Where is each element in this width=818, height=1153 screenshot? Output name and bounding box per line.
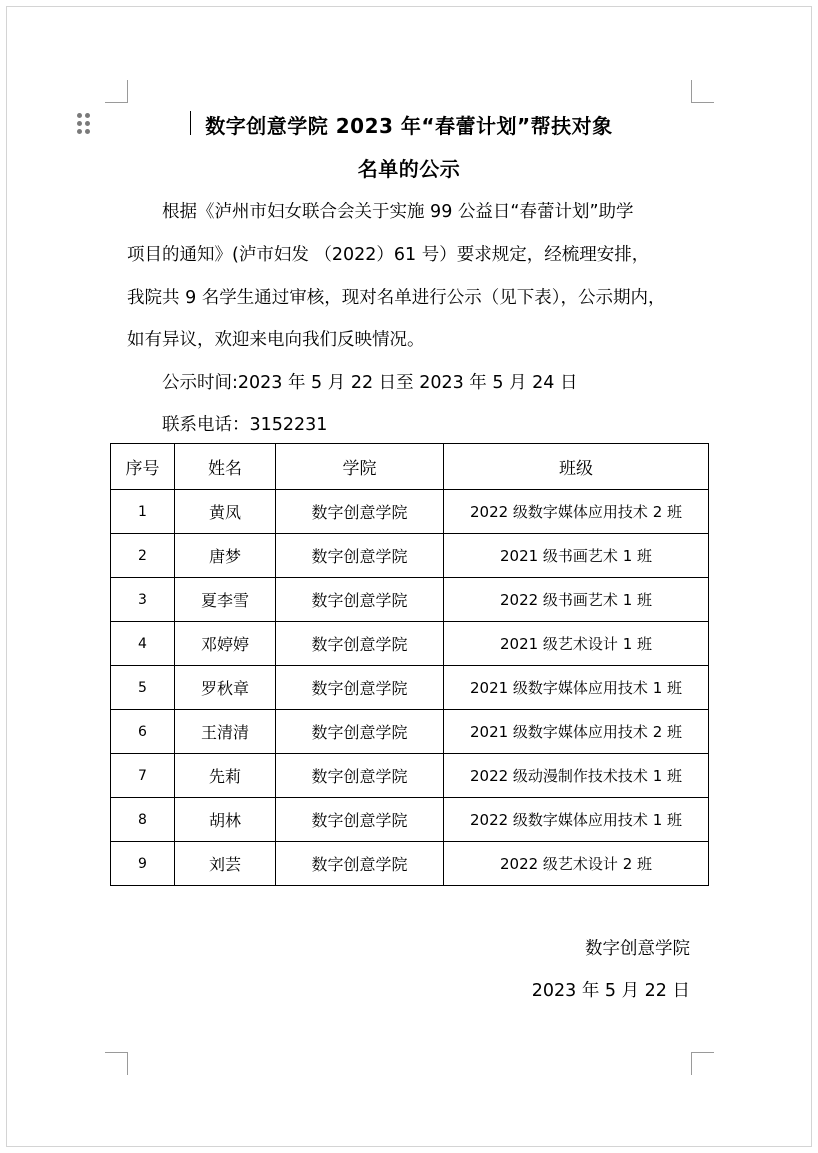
cell-index: 5: [111, 666, 175, 710]
table-row: [111, 578, 709, 622]
cell-index: 1: [111, 490, 175, 534]
table-row: [111, 622, 709, 666]
recipient-table: [110, 443, 709, 886]
table-row: [111, 842, 709, 886]
cell-class: 2022 级动漫制作技术技术 1 班: [444, 754, 709, 798]
margin-corner-top-right: [691, 80, 714, 103]
cell-name: 唐梦: [175, 534, 276, 578]
cell-college: 数字创意学院: [276, 842, 444, 886]
cell-class: 2021 级数字媒体应用技术 1 班: [444, 666, 709, 710]
notice-time: 公示时间:2023 年 5 月 22 日至 2023 年 5 月 24 日: [127, 373, 578, 393]
body-line-4: 如有异议，欢迎来电向我们反映情况。: [127, 330, 425, 350]
cell-college: 数字创意学院: [276, 534, 444, 578]
cell-index: 8: [111, 798, 175, 842]
cell-name: 先莉: [175, 754, 276, 798]
cell-college: 数字创意学院: [276, 490, 444, 534]
cell-class: 2022 级书画艺术 1 班: [444, 578, 709, 622]
header-class: 班级: [444, 444, 709, 490]
cell-index: 6: [111, 710, 175, 754]
signature-organization: 数字创意学院: [585, 939, 690, 959]
document-title-line2: 名单的公示: [357, 157, 461, 181]
cell-name: 王清清: [175, 710, 276, 754]
cell-name: 夏李雪: [175, 578, 276, 622]
cell-index: 2: [111, 534, 175, 578]
cell-index: 3: [111, 578, 175, 622]
signature-date: 2023 年 5 月 22 日: [531, 981, 690, 1001]
cell-name: 刘芸: [175, 842, 276, 886]
header-index: 序号: [111, 444, 175, 490]
table-row: [111, 710, 709, 754]
cell-class: 2021 级书画艺术 1 班: [444, 534, 709, 578]
body-line-2: 项目的通知》(泸市妇发 （2022）61 号）要求规定，经梳理安排，: [127, 245, 650, 265]
table-row: [111, 666, 709, 710]
margin-corner-top-left: [105, 80, 128, 103]
drag-handle-icon[interactable]: [77, 113, 91, 135]
margin-corner-bottom-right: [691, 1052, 714, 1075]
cell-college: 数字创意学院: [276, 578, 444, 622]
body-line-1: 根据《泸州市妇女联合会关于实施 99 公益日“春蕾计划”助学: [127, 202, 634, 222]
contact-phone: 联系电话：3152231: [127, 415, 328, 435]
table-row: [111, 798, 709, 842]
table-row: [111, 754, 709, 798]
table-row: [111, 490, 709, 534]
cell-class: 2022 级数字媒体应用技术 1 班: [444, 798, 709, 842]
table-header-row: [111, 444, 709, 490]
cell-class: 2021 级艺术设计 1 班: [444, 622, 709, 666]
cell-class: 2022 级艺术设计 2 班: [444, 842, 709, 886]
cell-class: 2022 级数字媒体应用技术 2 班: [444, 490, 709, 534]
header-name: 姓名: [175, 444, 276, 490]
cell-college: 数字创意学院: [276, 754, 444, 798]
margin-corner-bottom-left: [105, 1052, 128, 1075]
cell-name: 邓婷婷: [175, 622, 276, 666]
cell-college: 数字创意学院: [276, 666, 444, 710]
cell-index: 9: [111, 842, 175, 886]
cell-college: 数字创意学院: [276, 622, 444, 666]
cell-index: 7: [111, 754, 175, 798]
cell-index: 4: [111, 622, 175, 666]
body-line-3: 我院共 9 名学生通过审核，现对名单进行公示（见下表），公示期内，: [127, 288, 666, 308]
header-college: 学院: [276, 444, 444, 490]
cell-name: 胡林: [175, 798, 276, 842]
document-title-line1: 数字创意学院 2023 年“春蕾计划”帮扶对象: [205, 114, 613, 138]
cell-college: 数字创意学院: [276, 798, 444, 842]
table-row: [111, 534, 709, 578]
cell-college: 数字创意学院: [276, 710, 444, 754]
cell-name: 罗秋章: [175, 666, 276, 710]
cell-class: 2021 级数字媒体应用技术 2 班: [444, 710, 709, 754]
cell-name: 黄凤: [175, 490, 276, 534]
